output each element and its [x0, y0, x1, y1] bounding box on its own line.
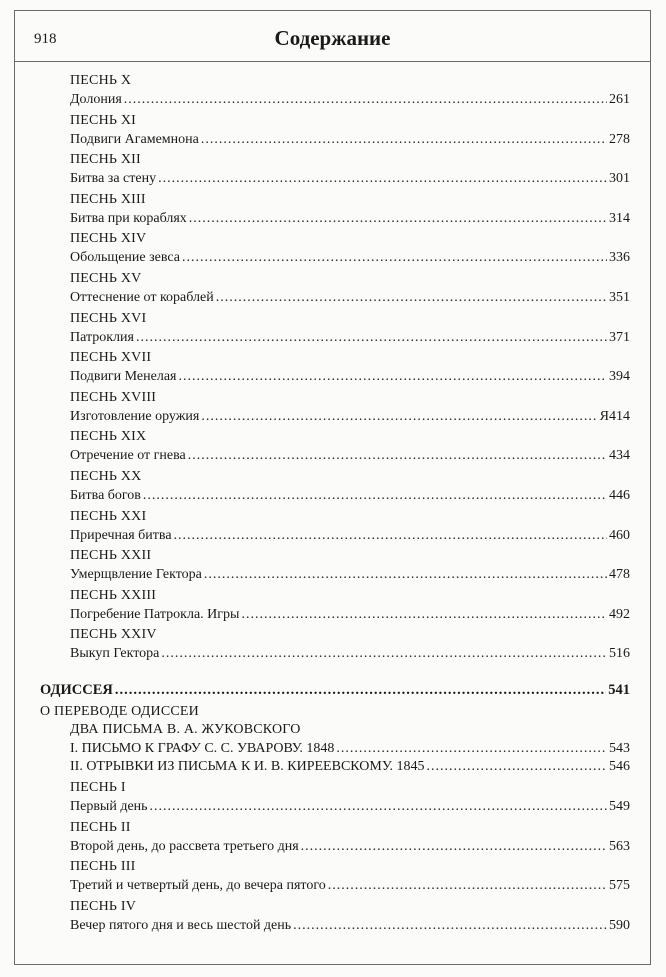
dot-leader — [189, 210, 607, 228]
entry-page-number: 394 — [609, 369, 630, 385]
song-heading: ПЕСНЬ XVIII — [70, 389, 157, 405]
entry-page-number: 278 — [609, 131, 630, 147]
entry-page-number: 261 — [609, 92, 630, 107]
dot-leader — [204, 566, 607, 584]
song-heading: ПЕСНЬ XXII — [70, 548, 152, 564]
toc-entry[interactable] — [70, 329, 630, 347]
entry-page-number: 541 — [608, 682, 630, 698]
entry-title: Выкуп Гектора — [70, 646, 160, 662]
toc-entry[interactable] — [70, 408, 630, 426]
dot-leader — [158, 170, 607, 188]
toc-entry[interactable] — [70, 917, 630, 935]
toc-entry[interactable] — [70, 798, 630, 816]
dot-leader — [328, 877, 607, 895]
entry-page-number: 301 — [609, 171, 630, 187]
dot-leader — [293, 917, 607, 935]
dot-leader — [115, 681, 606, 699]
dot-leader — [336, 740, 607, 758]
page-number: 918 — [34, 31, 57, 47]
entry-page-number: 575 — [609, 878, 630, 893]
dot-leader — [201, 131, 607, 149]
entry-title: II. ОТРЫВКИ ИЗ ПИСЬМА К И. В. КИРЕЕВСКОМУ. 1845 — [70, 759, 425, 774]
song-heading: ПЕСНЬ XI — [70, 112, 137, 128]
entry-page-number: 460 — [609, 527, 630, 543]
song-heading: ПЕСНЬ XIV — [70, 231, 147, 247]
toc-entry[interactable] — [70, 447, 630, 465]
toc-entry[interactable] — [70, 210, 630, 228]
entry-page-number: 546 — [609, 759, 630, 774]
song-heading: ПЕСНЬ XXIV — [70, 627, 157, 643]
song-heading: ПЕСНЬ XV — [70, 271, 142, 286]
letters-heading: ДВА ПИСЬМА В. А. ЖУКОВСКОГО — [70, 722, 301, 737]
entry-page-number: 549 — [609, 799, 630, 814]
toc-entry[interactable] — [70, 289, 630, 307]
entry-page-number: 446 — [609, 488, 630, 503]
song-heading: ПЕСНЬ XIII — [70, 191, 146, 207]
song-heading: ПЕСНЬ III — [70, 859, 136, 874]
entry-title: Битва при кораблях — [70, 210, 187, 226]
entry-title: Третий и четвертый день, до вечера пятого — [70, 878, 326, 893]
entry-page-number: 351 — [609, 290, 630, 305]
entry-title: Подвиги Агамемнона — [70, 131, 199, 147]
entry-page-number: 478 — [609, 567, 630, 583]
toc-entry-letter[interactable] — [70, 758, 630, 776]
toc-entry[interactable] — [70, 91, 630, 109]
entry-title: Патроклия — [70, 329, 134, 345]
dot-leader — [136, 329, 607, 347]
entry-page-number: 434 — [609, 448, 630, 464]
dot-leader — [124, 91, 607, 109]
entry-page-number: 543 — [609, 741, 630, 756]
entry-title: Умерщвление Гектора — [70, 567, 202, 583]
song-heading: ПЕСНЬ II — [70, 819, 131, 835]
dot-leader — [161, 645, 607, 663]
part-heading: О ПЕРЕВОДЕ ОДИССЕИ — [40, 704, 199, 719]
toc-entry[interactable] — [70, 249, 630, 267]
song-heading: ПЕСНЬ XVII — [70, 350, 152, 366]
entry-title: Второй день, до рассвета третьего дня — [70, 838, 299, 854]
dot-leader — [179, 368, 608, 386]
entry-title: Первый день — [70, 799, 148, 814]
entry-page-number: Я414 — [599, 408, 630, 424]
toc-entry-letter[interactable] — [70, 740, 630, 758]
entry-page-number: 336 — [609, 250, 630, 266]
entry-title: Долония — [70, 92, 122, 107]
running-title: Содержание — [274, 26, 391, 50]
entry-page-number: 314 — [609, 210, 630, 226]
dot-leader — [188, 447, 607, 465]
dot-leader — [201, 408, 597, 426]
toc-entry[interactable] — [70, 877, 630, 895]
entry-title: I. ПИСЬМО К ГРАФУ С. С. УВАРОВУ. 1848 — [70, 741, 335, 756]
toc-section-odyssey[interactable] — [40, 681, 630, 699]
entry-page-number: 492 — [609, 606, 630, 622]
toc-entry[interactable] — [70, 645, 630, 663]
entry-page-number: 590 — [609, 917, 630, 933]
entry-title: Обольщение зевса — [70, 250, 180, 266]
entry-title: Отречение от гнева — [70, 448, 186, 464]
dot-leader — [301, 838, 607, 856]
dot-leader — [174, 527, 607, 545]
entry-title: Битва за стену — [70, 171, 157, 187]
toc-entry[interactable] — [70, 131, 630, 149]
toc-entry[interactable] — [70, 838, 630, 856]
dot-leader — [182, 249, 607, 267]
dot-leader — [426, 758, 607, 776]
entry-title: Изготовление оружия — [70, 408, 200, 424]
song-heading: ПЕСНЬ IV — [70, 898, 137, 914]
song-heading: ПЕСНЬ XIX — [70, 429, 147, 445]
entry-page-number: 516 — [609, 646, 630, 662]
song-heading: ПЕСНЬ XXI — [70, 508, 147, 524]
entry-title: Погребение Патрокла. Игры — [70, 606, 240, 622]
entry-title: Вечер пятого дня и весь шестой день — [70, 917, 292, 933]
song-heading: ПЕСНЬ I — [70, 780, 126, 795]
song-heading: ПЕСНЬ X — [70, 73, 132, 88]
toc-entry[interactable] — [70, 527, 630, 545]
toc-entry[interactable] — [70, 368, 630, 386]
entry-page-number: 371 — [609, 329, 630, 345]
dot-leader — [241, 606, 607, 624]
song-heading: ПЕСНЬ XII — [70, 152, 141, 168]
entry-title: Битва богов — [70, 488, 141, 503]
entry-title: ОДИССЕЯ — [40, 682, 113, 698]
toc-entry[interactable] — [70, 487, 630, 505]
entry-title: Оттеснение от кораблей — [70, 290, 214, 305]
song-heading: ПЕСНЬ XVI — [70, 310, 147, 326]
toc-entry[interactable] — [70, 566, 630, 584]
entry-title: Подвиги Менелая — [70, 369, 177, 385]
entry-title: Приречная битва — [70, 527, 172, 543]
song-heading: ПЕСНЬ XXIII — [70, 587, 157, 603]
song-heading: ПЕСНЬ XX — [70, 469, 142, 484]
dot-leader — [216, 289, 607, 307]
entry-page-number: 563 — [609, 838, 630, 854]
dot-leader — [143, 487, 607, 505]
toc-entry[interactable] — [70, 606, 630, 624]
toc-entry[interactable] — [70, 170, 630, 188]
dot-leader — [150, 798, 607, 816]
